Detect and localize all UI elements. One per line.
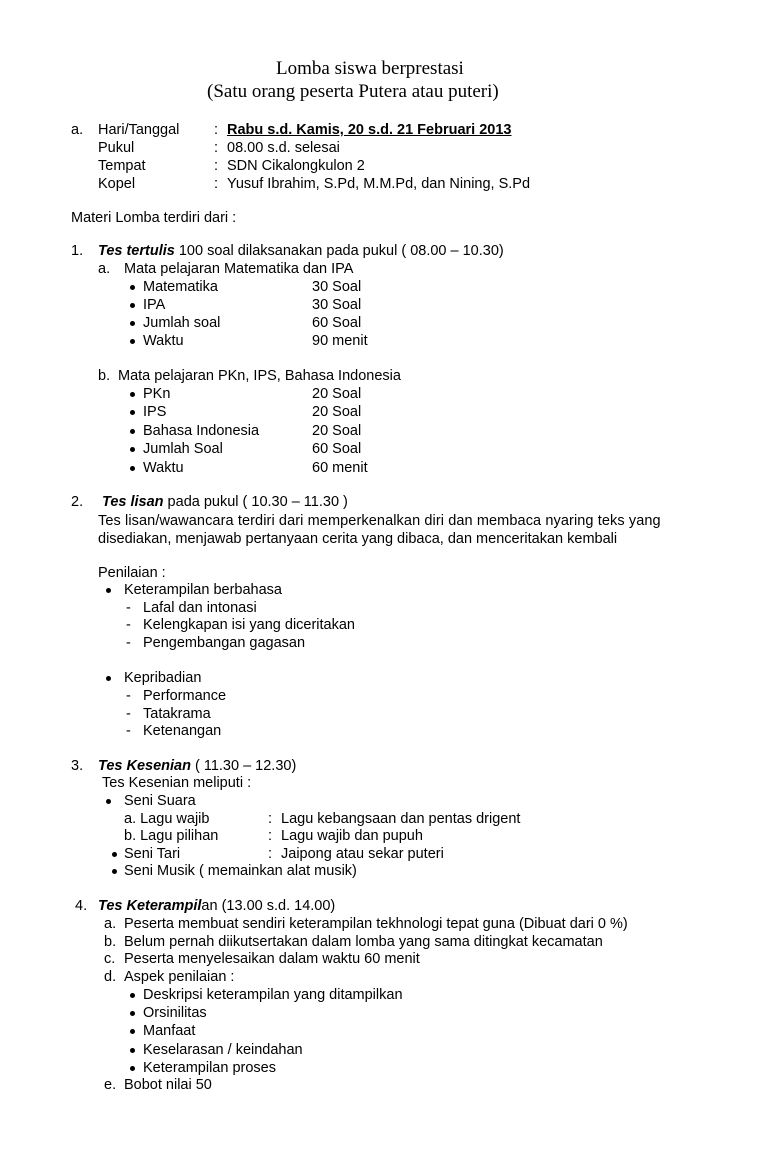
sub-value: Lagu wajib dan pupuh	[281, 828, 423, 844]
list-item-label: PKn	[143, 386, 171, 402]
bullet-icon	[130, 392, 135, 397]
bullet-icon	[106, 588, 111, 593]
list-item: Keterampilan proses	[143, 1060, 276, 1076]
sub-title: Mata pelajaran PKn, IPS, Bahasa Indonesia	[118, 368, 401, 384]
info-label: Hari/Tanggal	[98, 122, 180, 138]
sub-value: Jaipong atau sekar puteri	[281, 846, 444, 862]
list-item: Tatakrama	[143, 706, 211, 722]
intro-text: Materi Lomba terdiri dari :	[71, 210, 237, 226]
list-item: Seni Musik ( memainkan alat musik)	[124, 863, 357, 879]
penilaian-label: Penilaian :	[98, 565, 166, 581]
list-item-value: 20 Soal	[312, 386, 362, 402]
bullet-icon	[130, 410, 135, 415]
list-item: Belum pernah diikutsertakan dalam lomba yang sama ditingkat kecamatan	[124, 934, 603, 950]
info-sep: :	[214, 122, 219, 138]
bullet-icon	[130, 1066, 135, 1071]
group-title: Keterampilan berbahasa	[124, 582, 282, 598]
list-item-value: 60 Soal	[312, 441, 362, 457]
section-number: 1.	[71, 243, 84, 259]
section-heading	[98, 242, 504, 260]
list-item: Aspek penilaian :	[124, 969, 235, 985]
info-label: Pukul	[98, 140, 135, 156]
section-name: Tes lisan	[102, 494, 164, 510]
dash-marker: -	[126, 706, 131, 722]
group-title: Kepribadian	[124, 670, 202, 686]
sub-title: Mata pelajaran Matematika dan IPA	[124, 261, 354, 277]
paragraph-line: Tes lisan/wawancara terdiri dari memperkenalkan diri dan membaca nyaring teks yang	[98, 513, 661, 529]
item-marker: e.	[104, 1077, 117, 1093]
dash-marker: -	[126, 600, 131, 616]
section-name: Tes Keterampil	[98, 898, 202, 914]
list-item: Ketenangan	[143, 723, 222, 739]
bullet-icon	[130, 1029, 135, 1034]
sub-sep: :	[268, 811, 273, 827]
list-item: Performance	[143, 688, 227, 704]
dash-marker: -	[126, 617, 131, 633]
sub-label: a. Lagu wajib	[124, 811, 210, 827]
list-item-label: Bahasa Indonesia	[143, 423, 260, 439]
list-item-value: 60 menit	[312, 460, 368, 476]
dash-marker: -	[126, 723, 131, 739]
paragraph-line: disediakan, menjawab pertanyaan cerita yang dibaca, dan menceritakan kembali	[98, 531, 618, 547]
bullet-icon	[130, 447, 135, 452]
section-number: 4.	[75, 898, 88, 914]
list-item-value: 20 Soal	[312, 404, 362, 420]
section-heading	[98, 757, 296, 775]
section-heading	[98, 897, 335, 915]
bullet-icon	[106, 799, 111, 804]
bullet-icon	[112, 869, 117, 874]
list-item: Deskripsi keterampilan yang ditampilkan	[143, 987, 403, 1003]
dash-marker: -	[126, 635, 131, 651]
section-number: 3.	[71, 758, 84, 774]
item-marker: b.	[104, 934, 117, 950]
sub-sep: :	[268, 828, 273, 844]
dash-marker: -	[126, 688, 131, 704]
info-value: 08.00 s.d. selesai	[227, 140, 340, 156]
bullet-icon	[106, 676, 111, 681]
list-item-value: 60 Soal	[312, 315, 362, 331]
bullet-icon	[130, 993, 135, 998]
list-item-label: Jumlah Soal	[143, 441, 223, 457]
info-value: SDN Cikalongkulon 2	[227, 158, 365, 174]
list-item-label: IPS	[143, 404, 167, 420]
bullet-icon	[130, 1011, 135, 1016]
bullet-icon	[130, 1048, 135, 1053]
bullet-icon	[130, 321, 135, 326]
sub-value: Lagu kebangsaan dan pentas drigent	[281, 811, 521, 827]
list-item-value: 30 Soal	[312, 279, 362, 295]
list-item: Manfaat	[143, 1023, 196, 1039]
section-name: Tes tertulis	[98, 243, 175, 259]
info-value-date: Rabu s.d. Kamis, 20 s.d. 21 Februari 2013	[227, 122, 512, 138]
list-item: Orsinilitas	[143, 1005, 207, 1021]
list-item-label: Matematika	[143, 279, 218, 295]
list-item: Peserta menyelesaikan dalam waktu 60 menit	[124, 951, 420, 967]
list-item: Kelengkapan isi yang diceritakan	[143, 617, 355, 633]
section-desc: ( 11.30 – 12.30)	[190, 758, 297, 774]
document-subtitle: (Satu orang peserta Putera atau puteri)	[207, 81, 499, 102]
info-sep: :	[214, 158, 219, 174]
bullet-icon	[112, 852, 117, 857]
sub-label: Seni Tari	[124, 846, 181, 862]
list-item-label: IPA	[143, 297, 166, 313]
section-intro: Tes Kesenian meliputi :	[102, 775, 252, 791]
sub-label: b. Lagu pilihan	[124, 828, 219, 844]
item-marker: c.	[104, 951, 116, 967]
section-heading	[102, 493, 348, 511]
list-item-label: Jumlah soal	[143, 315, 221, 331]
list-item-value: 30 Soal	[312, 297, 362, 313]
list-item: Peserta membuat sendiri keterampilan tekhnologi tepat guna (Dibuat dari 0 %)	[124, 916, 628, 932]
info-marker: a.	[71, 122, 84, 138]
sub-sep: :	[268, 846, 273, 862]
info-label: Tempat	[98, 158, 146, 174]
list-item-value: 90 menit	[312, 333, 368, 349]
document-title: Lomba siswa berprestasi	[276, 58, 464, 79]
section-name: Tes Kesenian	[98, 758, 191, 774]
bullet-icon	[130, 429, 135, 434]
section-number: 2.	[71, 494, 84, 510]
item-marker: a.	[104, 916, 117, 932]
sub-marker: a.	[98, 261, 111, 277]
sub-marker: b.	[98, 368, 111, 384]
group-title: Seni Suara	[124, 793, 196, 809]
list-item-label: Waktu	[143, 333, 184, 349]
section-desc: 100 soal dilaksanakan pada pukul ( 08.00 – 10.30)	[174, 243, 504, 259]
item-marker: d.	[104, 969, 117, 985]
list-item: Keselarasan / keindahan	[143, 1042, 303, 1058]
section-name-tail: an	[201, 898, 218, 914]
bullet-icon	[130, 466, 135, 471]
info-sep: :	[214, 140, 219, 156]
list-item-value: 20 Soal	[312, 423, 362, 439]
section-desc: pada pukul ( 10.30 – 11.30 )	[163, 494, 348, 510]
info-value: Yusuf Ibrahim, S.Pd, M.M.Pd, dan Nining, S.Pd	[227, 176, 531, 192]
bullet-icon	[130, 303, 135, 308]
bullet-icon	[130, 285, 135, 290]
section-desc: (13.00 s.d. 14.00)	[217, 898, 336, 914]
list-item: Lafal dan intonasi	[143, 600, 257, 616]
info-label: Kopel	[98, 176, 136, 192]
list-item: Bobot nilai 50	[124, 1077, 212, 1093]
bullet-icon	[130, 339, 135, 344]
info-sep: :	[214, 176, 219, 192]
list-item-label: Waktu	[143, 460, 184, 476]
list-item: Pengembangan gagasan	[143, 635, 306, 651]
